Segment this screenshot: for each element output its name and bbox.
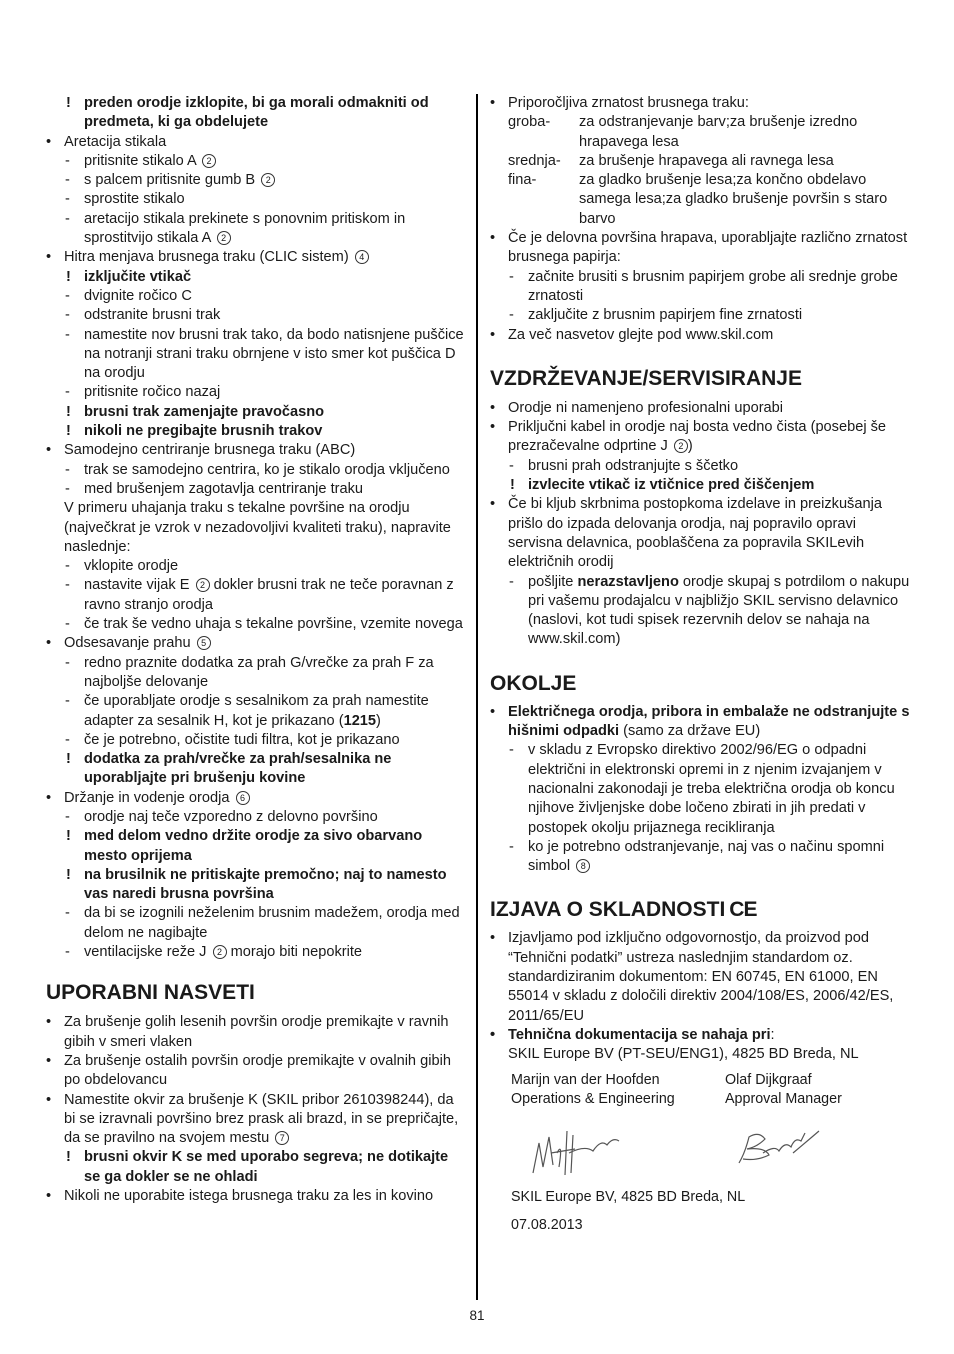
section-heading-uporabni-nasveti: UPORABNI NASVETI <box>46 981 255 1005</box>
dash-item: - trak se samodejno centrira, ko je stikalo orodja vključeno <box>65 461 450 478</box>
section-heading-vzdrzevanje: VZDRŽEVANJE/SERVISIRANJE <box>490 366 802 390</box>
figure-ref-icon: 6 <box>236 791 250 805</box>
warning-item: ! brusni okvir K se med uporabo segreva; ne dotikajte se ga dokler se ne ohladi <box>66 1149 449 1185</box>
dash-item: - orodje naj teče vzporedno z delovno površino <box>65 808 378 825</box>
dash-item: - dvignite ročico C <box>65 287 192 304</box>
figure-ref-icon: 8 <box>576 859 590 873</box>
company-address: SKIL Europe BV, 4825 BD Breda, NL <box>511 1189 746 1205</box>
figure-ref-icon: 2 <box>213 945 227 959</box>
bullet-item: • Če bi kljub skrbnima postopkoma izdelave in preizkušanja prišlo do izpada delovanja orodja, naj popravilo opravi servisna delavnica, pooblaščena za popravila SKILevih električnih orodij <box>490 496 882 571</box>
dash-item: - vklopite orodje <box>65 558 179 575</box>
figure-ref-icon: 7 <box>275 1131 289 1145</box>
right-column <box>490 94 914 1064</box>
dash-item: - če uporabljate orodje s sesalnikom za prah namestite adapter za sesalnik H, kot je prikazano (1215) <box>65 693 429 729</box>
dash-item: - med brušenjem zagotavlja centriranje traku <box>65 480 364 497</box>
dash-item: - namestite nov brusni trak tako, da bodo natisnjene puščice na notranji strani traku obrnjene v isto smer kot puščica D na orodju <box>65 326 464 382</box>
bullet-item: • Samodejno centriranje brusnega traku (ABC) <box>46 442 356 459</box>
bullet-item: • Za brušenje golih lesenih površin orodje premikajte v ravnih gibih v smeri vlaken <box>46 1014 449 1050</box>
warning-item: ! dodatka za prah/vrečke za prah/sesalnika ne uporabljajte pri brušenju kovine <box>66 751 392 787</box>
paragraph: SKIL Europe BV (PT-SEU/ENG1), 4825 BD Breda, NL <box>508 1046 859 1063</box>
figure-ref-icon: 2 <box>674 439 688 453</box>
grit-row: groba- za odstranjevanje barv;za brušenje izredno hrapavega lesa <box>508 114 858 150</box>
dash-item: - če je potrebno, očistite tudi filtra, kot je prikazano <box>65 731 400 748</box>
grit-row: fina- za gladko brušenje lesa;za končno obdelavo samega lesa;za gladko brušenje površin s staro barvo <box>508 172 888 227</box>
section-heading-okolje: OKOLJE <box>490 671 577 695</box>
dash-item: - začnite brusiti s brusnim papirjem grobe ali srednje grobe zrnatosti <box>509 268 898 304</box>
dash-item: - ventilacijske reže J 2 morajo biti nepokrite <box>65 944 363 961</box>
bullet-item: • Aretacija stikala <box>46 133 167 150</box>
warning-item: ! brusni trak zamenjajte pravočasno <box>66 403 325 420</box>
bullet-item: • Nikoli ne uporabite istega brusnega traku za les in kovino <box>46 1188 434 1205</box>
warning-item: ! na brusilnik ne pritiskajte premočno; naj to namesto vas naredi brusna površina <box>66 866 447 903</box>
dash-item: - nastavite vijak E 2 dokler brusni trak ne teče poravnan z ravno stranjo orodja <box>65 577 454 613</box>
bullet-item: • Za brušenje ostalih površin orodje premikajte v ovalnih gibih po obdelovancu <box>46 1052 451 1089</box>
dash-item: - pritisnite stikalo A 2 <box>46 152 466 171</box>
dash-item: - zaključite z brusnim papirjem fine zrnatosti <box>509 307 803 324</box>
bullet-item: • Električnega orodja, pribora in embalaže ne odstranjujte s hišnimi odpadki (samo za države EU) <box>490 703 910 740</box>
dash-item: - ko je potrebno odstranjevanje, naj vas o načinu spomni simbol 8 <box>509 838 885 875</box>
figure-ref-icon: 2 <box>202 154 216 168</box>
dash-item: - odstranite brusni trak <box>65 307 221 324</box>
paragraph: V primeru uhajanja traku s tekalne površine na orodju (največkrat je vzrok v nezadovoljivi kvaliteti traku), napravite naslednje: <box>64 500 451 555</box>
bullet-item: • Tehnična dokumentacija se nahaja pri: <box>490 1026 775 1043</box>
warning-item: ! izključite vtikač <box>66 268 192 285</box>
bullet-item: • Za več nasvetov glejte pod www.skil.com <box>490 326 774 343</box>
dash-item: - aretacijo stikala prekinete s ponovnim pritiskom in sprostitvijo stikala A 2 <box>65 210 406 247</box>
figure-ref-icon: 2 <box>196 578 210 592</box>
bullet-item: • Izjavljamo pod izključno odgovornostjo, da proizvod pod “Tehnični podatki” ustreza naslednjim standardom oz. standardiziranim dokumentom: EN 60745, EN 61000, EN 55014 v skladu z določili direktiv 2004/108/ES, 2006/42/ES, 2011/65/EU <box>490 930 894 1024</box>
signatory-1: Marijn van der Hoofden Operations & Engineering <box>511 1072 675 1108</box>
section-heading-izjava: IZJAVA O SKLADNOSTI CE <box>490 898 757 922</box>
figure-ref-icon: 4 <box>355 250 369 264</box>
warning-item: ! med delom vedno držite orodje za sivo obarvano mesto oprijema <box>66 828 423 864</box>
dash-item: - pritisnite ročico nazaj <box>65 384 221 401</box>
grit-row: srednja- za brušenje hrapavega ali ravnega lesa <box>508 152 834 169</box>
dash-item: - pošljite nerazstavljeno orodje skupaj s potrdilom o nakupu pri vašemu prodajalcu v najbližjo SKIL servisno delavnico (naslovi, kot tudi spisek rezervnih delov se nahaja na www.skil.com) <box>509 573 910 648</box>
column-divider <box>476 94 478 1300</box>
figure-ref-icon: 5 <box>197 636 211 650</box>
dash-item: - s palcem pritisnite gumb B 2 <box>46 171 466 190</box>
bullet-item: • Priključni kabel in orodje naj bosta vedno čista (posebej še prezračevalne odprtine J 2 ) <box>490 419 887 455</box>
bullet-item: • Če je delovna površina hrapava, uporabljajte različno zrnatost brusnega papirja: <box>490 230 908 266</box>
signature-1-icon <box>529 1123 621 1179</box>
signature-2-icon <box>735 1123 825 1169</box>
bullet-item: • Odsesavanje prahu 5 <box>46 634 466 653</box>
figure-ref-icon: 2 <box>217 231 231 245</box>
dash-item: - da bi se izognili neželenim brusnim madežem, orodja med delom ne nagibajte <box>65 905 460 941</box>
dash-item: - brusni prah odstranjujte s ščetko <box>509 457 739 474</box>
declaration-date: 07.08.2013 <box>511 1217 583 1233</box>
warning-item: ! preden orodje izklopite, bi ga morali odmakniti od predmeta, ki ga obdelujete <box>66 95 429 131</box>
bullet-item: • Priporočljiva zrnatost brusnega traku: <box>490 95 749 111</box>
dash-item: - sprostite stikalo <box>65 191 185 208</box>
warning-item: ! nikoli ne pregibajte brusnih trakov <box>66 423 323 440</box>
dash-item: - če trak še vedno uhaja s tekalne površine, vzemite novega <box>65 616 463 633</box>
bullet-item: • Orodje ni namenjeno profesionalni uporabi <box>490 399 784 416</box>
bullet-item: • Hitra menjava brusnega traku (CLIC sistem) 4 <box>46 248 466 267</box>
bullet-item: • Namestite okvir za brušenje K (SKIL pribor 2610398244), da bi se izravnali površino brez prask ali brazd, in se prepričajte, da se pravilno na svojem mestu 7 <box>46 1091 459 1147</box>
grit-table <box>490 113 914 229</box>
warning-item: ! izvlecite vtikač iz vtičnice pred čiščenjem <box>510 477 815 494</box>
ce-mark-icon: CE <box>729 898 757 922</box>
bullet-item: • Držanje in vodenje orodja 6 <box>46 789 466 808</box>
dash-item: - redno praznite dodatka za prah G/vrečke za prah F za najboljše delovanje <box>65 654 434 690</box>
dash-item: - v skladu z Evropsko direktivo 2002/96/EG o odpadni električni in elektronski opremi in z njenim izvajanjem v nacionalni zakonodaji je treba električna orodja ob koncu njihove življenjske dobe ločeno zbirati in jih predati v postopek okolju prijaznega recikliranja <box>509 742 895 836</box>
signatory-2: Olaf Dijkgraaf Approval Manager <box>725 1072 842 1108</box>
figure-ref-icon: 2 <box>261 173 275 187</box>
left-column <box>46 94 466 1206</box>
page-number: 81 <box>469 1308 485 1323</box>
